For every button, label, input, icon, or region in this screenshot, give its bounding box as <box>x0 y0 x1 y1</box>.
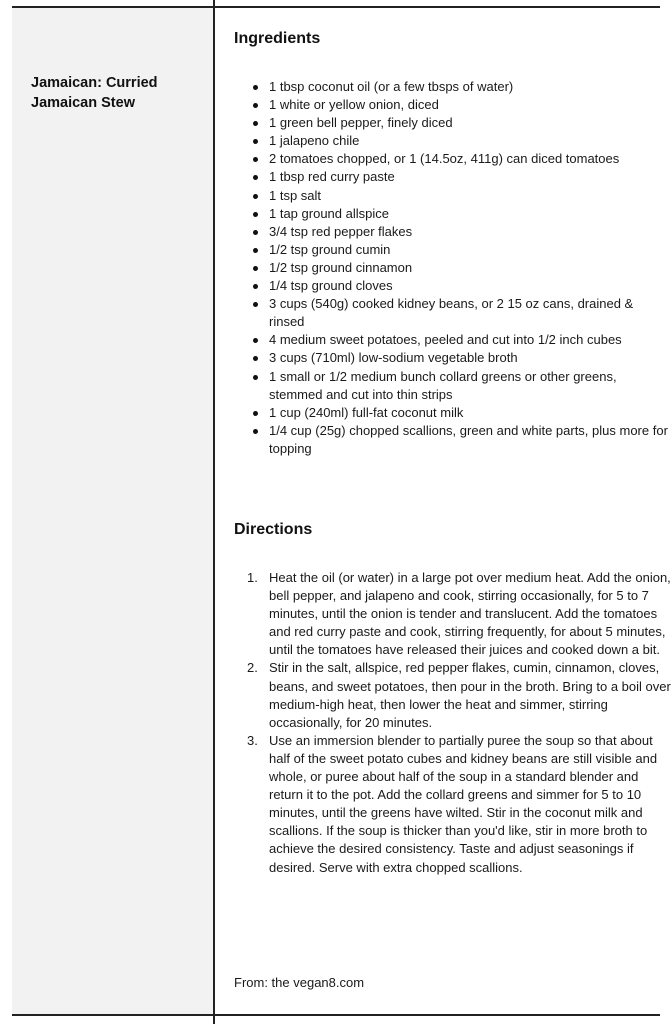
ingredient-item: 1 green bell pepper, finely diced <box>269 114 669 132</box>
recipe-source: From: the vegan8.com <box>234 975 365 990</box>
ingredient-item: 3 cups (540g) cooked kidney beans, or 2 15 oz cans, drained & rinsed <box>269 295 669 331</box>
ingredient-item: 1 tap ground allspice <box>269 205 669 223</box>
ingredient-item: 1/4 tsp ground cloves <box>269 277 669 295</box>
ingredient-item: 3/4 tsp red pepper flakes <box>269 223 669 241</box>
direction-step <box>247 732 672 877</box>
table-bottom-border <box>12 1014 660 1016</box>
ingredient-item: 1/2 tsp ground cinnamon <box>269 259 669 277</box>
ingredients-list <box>234 78 669 458</box>
ingredient-item: 1 white or yellow onion, diced <box>269 96 669 114</box>
step-number: 2. <box>247 660 258 676</box>
ingredients-heading: Ingredients <box>234 30 321 47</box>
ingredient-item: 1 tbsp coconut oil (or a few tbsps of water) <box>269 78 669 96</box>
ingredient-item: 1 small or 1/2 medium bunch collard greens or other greens, stemmed and cut into thin strips <box>269 368 669 404</box>
ingredient-item: 3 cups (710ml) low-sodium vegetable broth <box>269 349 669 367</box>
column-divider <box>213 0 215 1024</box>
step-number: 1. <box>247 570 258 585</box>
ingredient-item: 1/2 tsp ground cumin <box>269 241 669 259</box>
step-text: Stir in the salt, allspice, red pepper flakes, cumin, cinnamon, cloves, beans, and sweet potatoes, then pour in the broth. Bring to a boil over medium-high heat, then lower the heat and simmer, stirring occasionally, for 20 minutes. <box>269 660 671 730</box>
recipe-table <box>12 0 671 1024</box>
ingredient-item: 1 jalapeno chile <box>269 132 669 150</box>
ingredient-item: 1 tsp salt <box>269 187 669 205</box>
ingredient-item: 1 cup (240ml) full-fat coconut milk <box>269 404 669 422</box>
step-text: Use an immersion blender to partially puree the soup so that about half of the sweet potato cubes and kidney beans are still visible and whole, or puree about half of the soup in a standard blender and return it to the pot. Add the collard greens and simmer for 5 to 10 minutes, until the greens have wilted. Stir in the coconut milk and scallions. If the soup is thicker than you'd like, stir in more broth to achieve the desired consistency. Taste and adjust seasonings if desired. Serve with extra chopped scallions. <box>269 732 658 875</box>
recipe-name-cell <box>12 7 213 1014</box>
directions-list <box>234 569 672 877</box>
ingredient-item: 4 medium sweet potatoes, peeled and cut into 1/2 inch cubes <box>269 331 669 349</box>
table-top-border <box>12 6 660 8</box>
ingredient-item: 1/4 cup (25g) chopped scallions, green and white parts, plus more for topping <box>269 422 669 458</box>
ingredient-item: 1 tbsp red curry paste <box>269 168 669 186</box>
direction-step <box>247 569 672 659</box>
recipe-title: Jamaican: Curried Jamaican Stew <box>31 75 158 111</box>
ingredient-item: 2 tomatoes chopped, or 1 (14.5oz, 411g) can diced tomatoes <box>269 150 669 168</box>
step-text: Heat the oil (or water) in a large pot over medium heat. Add the onion, bell pepper, and jalapeno and cook, stirring occasionally, for 5 to 7 minutes, until the onion is tender and translucent. Add the tomatoes and red curry paste and cook, stirring frequently, for about 5 minutes, until the tomatoes have released their juices and cooked down a bit. <box>269 570 671 658</box>
direction-step <box>247 659 672 731</box>
directions-heading: Directions <box>234 521 313 538</box>
step-number: 3. <box>247 732 258 748</box>
